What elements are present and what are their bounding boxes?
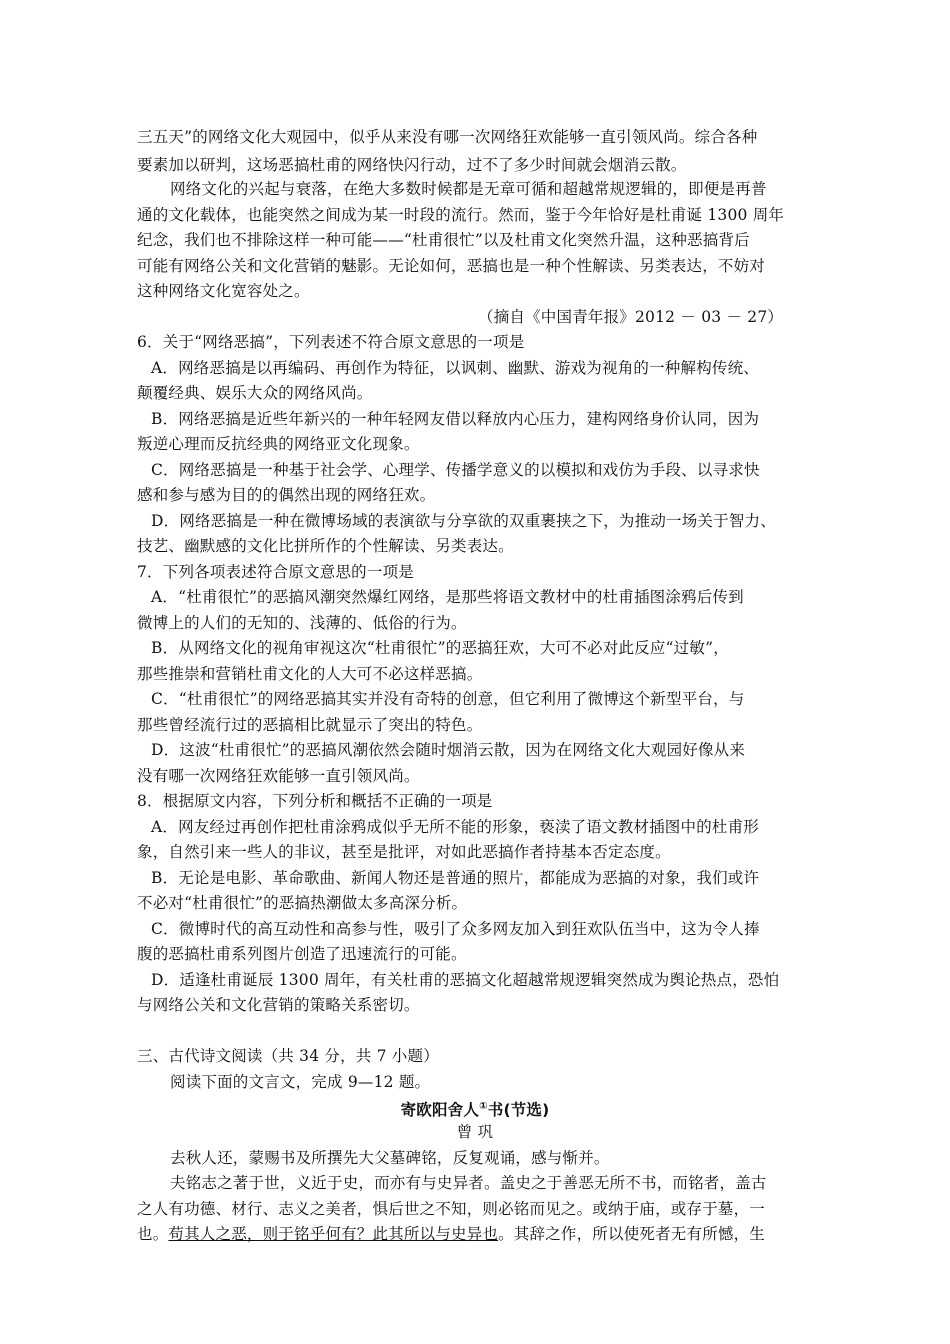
passage-source: （摘自《中国青年报》2012 － 03 － 27）	[478, 308, 784, 326]
q7-option-d: D．这波“杜甫很忙”的恶搞风潮依然会随时烟消云散，因为在网络文化大观园好像从来	[151, 741, 746, 759]
q7-option-b: B．从网络文化的视角审视这次“杜甫很忙”的恶搞狂欢，大可不必对此反应“过敏”，	[151, 639, 729, 657]
q8-option-b-cont: 不必对“杜甫很忙”的恶搞热潮做太多高深分析。	[137, 894, 468, 912]
q7-option-b-cont: 那些推崇和营销杜甫文化的人大可不必这样恶搞。	[137, 665, 483, 683]
text-segment: 。其辞之作，所以使死者无有所憾，生	[498, 1225, 766, 1243]
classical-text-title	[0, 1097, 950, 1120]
q7-option-a-cont: 微博上的人们的无知的、浅薄的、低俗的行为。	[137, 614, 467, 632]
question-7-stem: 7．下列各项表述符合原文意思的一项是	[137, 563, 414, 581]
q6-option-a-cont: 颠覆经典、娱乐大众的网络风尚。	[137, 384, 373, 402]
underlined-sentence: 苟其人之恶，则于铭乎何有？此其所以与史异也	[168, 1225, 499, 1243]
q8-option-a-cont: 象，自然引来一些人的非议，甚至是批评，对如此恶搞作者持基本否定态度。	[137, 843, 671, 861]
passage-line: 网络文化的兴起与衰落，在绝大多数时候都是无章可循和超越常规逻辑的，即便是再普	[170, 180, 767, 198]
footnote-marker: ①	[479, 1101, 488, 1112]
classical-text-line: 去秋人还，蒙赐书及所撰先大父墓碑铭，反复观诵，感与惭并。	[170, 1149, 610, 1167]
section-3-heading: 三、古代诗文阅读（共 34 分，共 7 小题）	[137, 1047, 439, 1065]
passage-line: 纪念，我们也不排除这样一种可能——“杜甫很忙”以及杜甫文化突然升温，这种恶搞背后	[137, 231, 750, 249]
q8-option-d-cont: 与网络公关和文化营销的策略关系密切。	[137, 996, 420, 1014]
q7-option-a: A．“杜甫很忙”的恶搞风潮突然爆红网络，是那些将语文教材中的杜甫插图涂鸦后传到	[151, 588, 744, 606]
passage-line: 通的文化载体，也能突然之间成为某一时段的流行。然而，鉴于今年恰好是杜甫诞 1300 周年	[137, 206, 785, 224]
classical-text-line	[137, 1224, 765, 1244]
q6-option-c: C．网络恶搞是一种基于社会学、心理学、传播学意义的以模拟和戏仿为手段、以寻求快	[151, 461, 760, 479]
text-segment: 也。	[137, 1225, 169, 1243]
q7-option-c: C．“杜甫很忙”的网络恶搞其实并没有奇特的创意，但它利用了微博这个新型平台，与	[151, 690, 745, 708]
question-8-stem: 8．根据原文内容，下列分析和概括不正确的一项是	[137, 792, 493, 810]
passage-line: 要素加以研判，这场恶搞杜甫的网络快闪行动，过不了多少时间就会烟消云散。	[137, 156, 687, 174]
q8-option-c-cont: 腹的恶搞杜甫系列图片创造了迅速流行的可能。	[137, 945, 467, 963]
title-main: 寄欧阳舍人	[400, 1101, 480, 1120]
q8-option-b: B．无论是电影、革命歌曲、新闻人物还是普通的照片，都能成为恶搞的对象，我们或许	[151, 869, 760, 887]
question-6-stem: 6．关于“网络恶搞”，下列表述不符合原文意思的一项是	[137, 333, 525, 351]
q8-option-c: C．微博时代的高互动性和高参与性，吸引了众多网友加入到狂欢队伍当中，这为令人捧	[151, 920, 760, 938]
q6-option-b-cont: 叛逆心理而反抗经典的网络亚文化现象。	[137, 435, 420, 453]
q6-option-d: D．网络恶搞是一种在微博场域的表演欲与分享欲的双重裹挟之下，为推动一场关于智力、	[151, 512, 776, 530]
q6-option-b: B．网络恶搞是近些年新兴的一种年轻网友借以释放内心压力，建构网络身价认同，因为	[151, 410, 760, 428]
q6-option-c-cont: 感和参与感为目的的偶然出现的网络狂欢。	[137, 486, 436, 504]
q6-option-d-cont: 技艺、幽默感的文化比拼所作的个性解读、另类表达。	[137, 537, 514, 555]
passage-line: 可能有网络公关和文化营销的魅影。无论如何，恶搞也是一种个性解读、另类表达，不妨对	[137, 257, 766, 275]
passage-line: 这种网络文化宽容处之。	[137, 282, 310, 300]
section-3-instruction: 阅读下面的文言文，完成 9—12 题。	[170, 1073, 431, 1091]
title-tail: 书(节选)	[487, 1101, 550, 1120]
q8-option-a: A．网友经过再创作把杜甫涂鸦成似乎无所不能的形象，亵渎了语文教材插图中的杜甫形	[151, 818, 759, 836]
passage-line: 三五天”的网络文化大观园中，似乎从来没有哪一次网络狂欢能够一直引领风尚。综合各种	[137, 128, 758, 146]
classical-text-line: 夫铭志之著于世，义近于史，而亦有与史异者。盖史之于善恶无所不书，而铭者，盖古	[170, 1174, 767, 1192]
q8-option-d: D．适逢杜甫诞辰 1300 周年，有关杜甫的恶搞文化超越常规逻辑突然成为舆论热点，恐怕	[151, 971, 780, 989]
q7-option-d-cont: 没有哪一次网络狂欢能够一直引领风尚。	[137, 767, 420, 785]
classical-text-author: 曾 巩	[456, 1123, 494, 1141]
q7-option-c-cont: 那些曾经流行过的恶搞相比就显示了突出的特色。	[137, 716, 483, 734]
classical-text-line: 之人有功德、材行、志义之美者，惧后世之不知，则必铭而见之。或纳于庙，或存于墓，一	[137, 1200, 766, 1218]
q6-option-a: A．网络恶搞是以再编码、再创作为特征，以讽刺、幽默、游戏为视角的一种解构传统、	[151, 359, 759, 377]
